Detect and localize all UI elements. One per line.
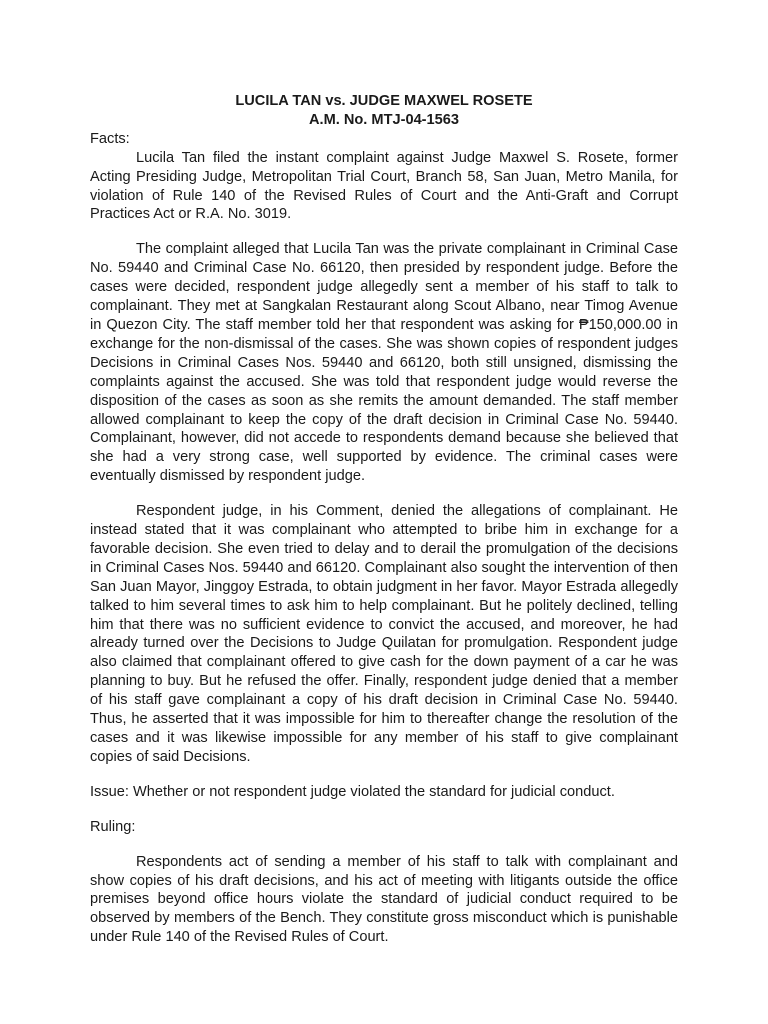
ruling-label: Ruling:: [90, 818, 136, 835]
issue-statement: Issue: Whether or not respondent judge violated the standard for judicial conduct.: [90, 783, 615, 800]
document-page: [90, 92, 678, 963]
ruling-paragraph: Respondents act of sending a member of his staff to talk with complainant and show copies of his draft decisions, and his act of meeting with litigants outside the office premises beyond office hours violate the standard of judicial conduct required to be observed by members of the Bench. They constitute gross misconduct which is punishable under Rule 140 of the Revised Rules of Court.: [90, 853, 678, 946]
facts-paragraph-1: Lucila Tan filed the instant complaint against Judge Maxwel S. Rosete, former Acting Presiding Judge, Metropolitan Trial Court, Branch 58, San Juan, Metro Manila, for violation of Rule 140 of the Revised Rules of Court and the Anti-Graft and Corrupt Practices Act or R.A. No. 3019.: [90, 149, 678, 223]
case-number: A.M. No. MTJ-04-1563: [308, 111, 460, 128]
facts-paragraph-2: The complaint alleged that Lucila Tan was the private complainant in Criminal Case No. 59440 and Criminal Case No. 66120, then presided by respondent judge. Before the cases were decided, respondent judge allegedly sent a member of his staff to talk to complainant. They met at Sangkalan Restaurant along Scout Albano, near Timog Avenue in Quezon City. The staff member told her that respondent was asking for ₱150,000.00 in exchange for the non-dismissal of the cases. She was shown copies of respondent judges Decisions in Criminal Cases Nos. 59440 and 66120, both still unsigned, dismissing the complaints against the accused. She was told that respondent judge would reverse the disposition of the cases as soon as she remits the amount demanded. The staff member allowed complainant to keep the copy of the draft decision in Criminal Case No. 59440. Complainant, however, did not accede to respondents demand because she believed that she had a very strong case, well supported by evidence. The criminal cases were eventually dismissed by respondent judge.: [90, 241, 678, 485]
facts-paragraph-3: Respondent judge, in his Comment, denied the allegations of complainant. He instead stated that it was complainant who attempted to bribe him in exchange for a favorable decision. She even tried to delay and to derail the promulgation of the decisions in Criminal Cases Nos. 59440 and 66120. Complainant also sought the intervention of then San Juan Mayor, Jinggoy Estrada, to obtain judgment in her favor. Mayor Estrada allegedly talked to him several times to ask him to help complainant. But he politely declined, telling him that there was no sufficient evidence to convict the accused, and moreover, he had already turned over the Decisions to Judge Quilatan for promulgation. Respondent judge also claimed that complainant offered to give cash for the down payment of a car he was planning to buy. But he refused the offer. Finally, respondent judge denied that a member of his staff gave complainant a copy of his draft decision in Criminal Case No. 59440. Thus, he asserted that it was impossible for him to thereafter change the resolution of the cases and it was likewise impossible for any member of his staff to give complainant copies of said Decisions.: [90, 503, 678, 765]
case-title: LUCILA TAN vs. JUDGE MAXWEL ROSETE: [235, 93, 533, 109]
facts-label: Facts:: [90, 130, 130, 147]
